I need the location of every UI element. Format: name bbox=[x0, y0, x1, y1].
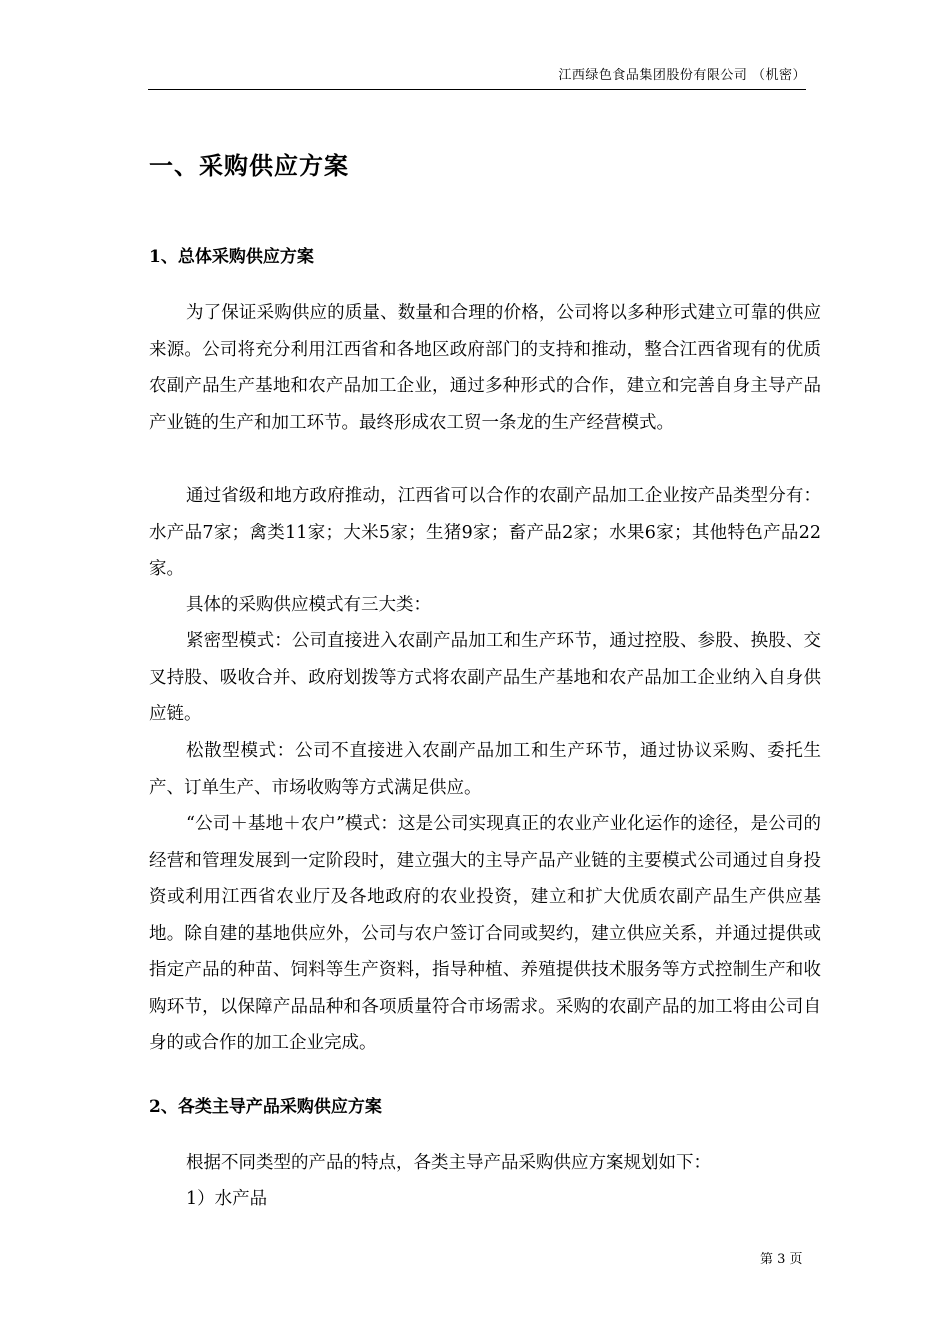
paragraph-base-model: “公司＋基地＋农户”模式：这是公司实现真正的农业产业化运作的途径，是公司的经营和管理发展到一定阶段时，建立强大的主导产品产业链的主要模式公司通过自身投资或利用江西省农业厅及各地政府的农业投资，建立和扩大优质农副产品生产供应基地。除自建的基地供应外，公司与农户签订合同或契约，建立供应关系，并通过提供或指定产品的种苗、饲料等生产资料，指导种植、养殖提供技术服务等方式控制生产和收购环节，以保障产品品种和各项质量符合市场需求。采购的农副产品的加工将由公司自身的或合作的加工企业完成。 bbox=[149, 814, 821, 1053]
section-title: 一、采购供应方案 bbox=[149, 151, 349, 180]
list-item-aquatic: 1）水产品 bbox=[186, 1189, 268, 1209]
subsection-title-1: 1、总体采购供应方案 bbox=[149, 247, 314, 267]
page-header bbox=[148, 64, 806, 90]
subsection-title-2: 2、各类主导产品采购供应方案 bbox=[149, 1097, 382, 1117]
paragraph-loose-model: 松散型模式：公司不直接进入农副产品加工和生产环节，通过协议采购、委托生产、订单生产、市场收购等方式满足供应。 bbox=[149, 741, 821, 798]
page-footer bbox=[760, 1248, 803, 1267]
page-number: 第 3 页 bbox=[760, 1252, 803, 1267]
company-name: 江西绿色食品集团股份有限公司 （机密） bbox=[558, 68, 806, 83]
paragraph-tight-model: 紧密型模式：公司直接进入农副产品加工和生产环节，通过控股、参股、换股、交叉持股、吸收合并、政府划拨等方式将农副产品生产基地和农产品加工企业纳入自身供应链。 bbox=[149, 631, 821, 724]
paragraph-overview: 为了保证采购供应的质量、数量和合理的价格，公司将以多种形式建立可靠的供应来源。公司将充分利用江西省和各地区政府部门的支持和推动，整合江西省现有的优质农副产品生产基地和农产品加工企业，通过多种形式的合作，建立和完善自身主导产品产业链的生产和加工环节。最终形成农工贸一条龙的生产经营模式。 bbox=[149, 303, 821, 433]
paragraph-partners: 通过省级和地方政府推动，江西省可以合作的农副产品加工企业按产品类型分有：水产品7家；禽类11家；大米5家；生猪9家；畜产品2家；水果6家；其他特色产品22家。 bbox=[149, 486, 821, 579]
paragraph-models-intro: 具体的采购供应模式有三大类： bbox=[186, 595, 431, 615]
paragraph-plan-intro: 根据不同类型的产品的特点，各类主导产品采购供应方案规划如下： bbox=[186, 1153, 711, 1173]
